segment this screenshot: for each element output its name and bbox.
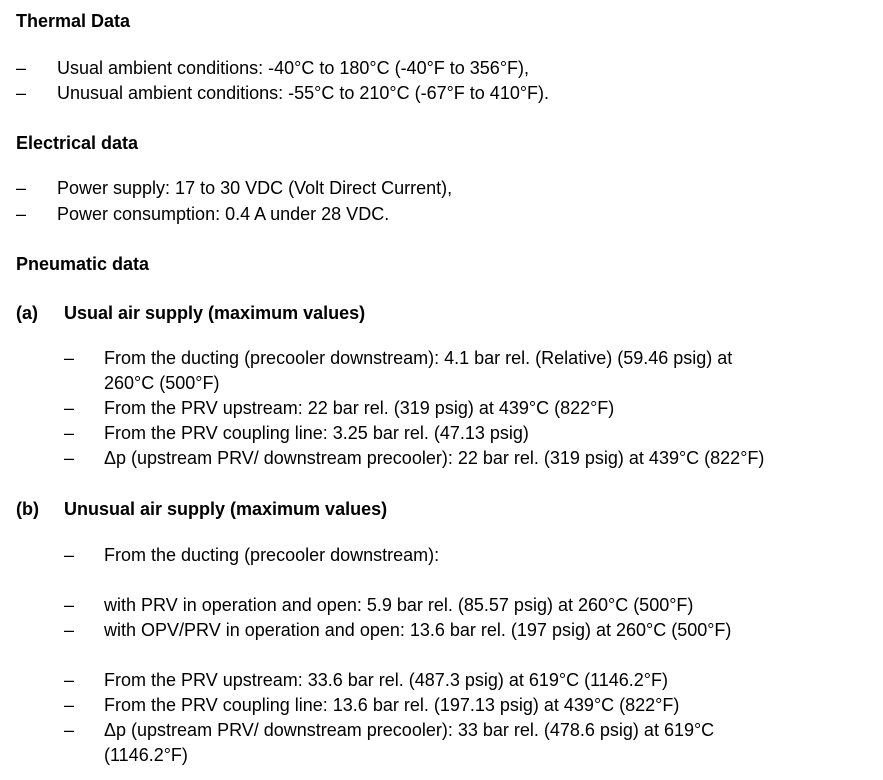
bullet-dash: – [64,423,75,443]
unusual-item-prv-coupling: From the PRV coupling line: 13.6 bar rel. (197.13 psig) at 439°C (822°F) [104,695,680,715]
usual-air-supply-heading [16,301,365,325]
usual-item-prv-upstream: From the PRV upstream: 22 bar rel. (319 psig) at 439°C (822°F) [104,398,615,418]
bullet-dash: – [64,348,75,368]
section-title-a: Usual air supply (maximum values) [64,303,366,323]
bullet-dash: – [16,58,27,78]
bullet-dash: – [64,695,75,715]
usual-item-ducting: From the ducting (precooler downstream): 4.1 bar rel. (Relative) (59.46 psig) at [104,348,733,368]
bullet-dash: – [64,620,75,640]
unusual-air-supply-heading [16,497,387,521]
usual-item-prv-coupling: From the PRV coupling line: 3.25 bar rel. (47.13 psig) [104,423,529,443]
electrical-item-consumption: Power consumption: 0.4 A under 28 VDC. [57,204,390,224]
unusual-item-opv-prv-open: with OPV/PRV in operation and open: 13.6 bar rel. (197 psig) at 260°C (500°F) [104,620,732,640]
bullet-dash: – [16,178,27,198]
thermal-heading: Thermal Data [16,11,131,31]
pneumatic-heading: Pneumatic data [16,254,150,274]
unusual-item-ducting: From the ducting (precooler downstream): [104,545,440,565]
unusual-item-prv-open: with PRV in operation and open: 5.9 bar rel. (85.57 psig) at 260°C (500°F) [104,595,694,615]
usual-item-ducting-cont: 260°C (500°F) [104,373,220,393]
bullet-dash: – [64,720,75,740]
section-label-a: (a) [16,303,38,323]
bullet-dash: – [16,83,27,103]
bullet-dash: – [64,595,75,615]
unusual-item-delta-p: Δp (upstream PRV/ downstream precooler): 33 bar rel. (478.6 psig) at 619°C [104,720,715,740]
usual-item-delta-p: Δp (upstream PRV/ downstream precooler): 22 bar rel. (319 psig) at 439°C (822°F) [104,448,765,468]
bullet-dash: – [64,448,75,468]
bullet-dash: – [64,545,75,565]
electrical-heading: Electrical data [16,133,139,153]
unusual-item-prv-upstream: From the PRV upstream: 33.6 bar rel. (487.3 psig) at 619°C (1146.2°F) [104,670,668,690]
section-label-b: (b) [16,499,39,519]
thermal-item-usual: Usual ambient conditions: -40°C to 180°C (-40°F to 356°F), [57,58,530,78]
unusual-item-delta-p-cont: (1146.2°F) [104,745,188,765]
electrical-item-supply: Power supply: 17 to 30 VDC (Volt Direct Current), [57,178,453,198]
bullet-dash: – [64,670,75,690]
bullet-dash: – [16,204,27,224]
bullet-dash: – [64,398,75,418]
thermal-item-unusual: Unusual ambient conditions: -55°C to 210°C (-67°F to 410°F). [57,83,550,103]
section-title-b: Unusual air supply (maximum values) [64,499,388,519]
